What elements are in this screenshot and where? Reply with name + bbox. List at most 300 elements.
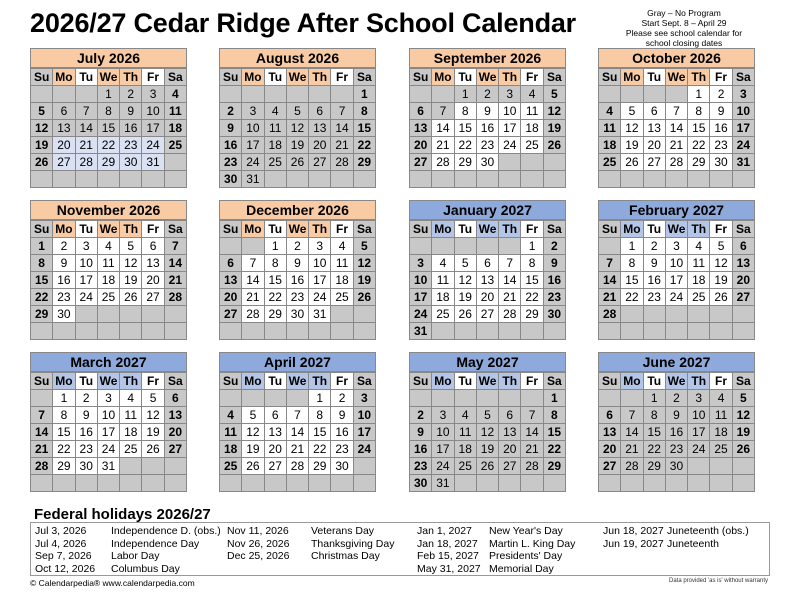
day-cell: 30 xyxy=(120,154,142,171)
empty-cell xyxy=(164,306,186,323)
day-cell: 23 xyxy=(643,289,665,306)
holiday-row xyxy=(417,563,575,576)
day-cell: 29 xyxy=(643,458,665,475)
day-cell: 13 xyxy=(53,120,75,137)
day-cell: 13 xyxy=(220,272,242,289)
day-cell: 24 xyxy=(688,441,710,458)
day-cell: 10 xyxy=(97,407,119,424)
day-cell: 27 xyxy=(643,154,665,171)
empty-cell xyxy=(599,171,621,188)
empty-cell xyxy=(710,171,732,188)
empty-cell xyxy=(53,171,75,188)
month-title: January 2027 xyxy=(409,200,566,220)
empty-cell xyxy=(331,306,353,323)
empty-cell xyxy=(521,323,543,340)
empty-cell xyxy=(732,323,754,340)
day-cell: 17 xyxy=(142,120,164,137)
empty-cell xyxy=(120,323,142,340)
empty-cell xyxy=(120,306,142,323)
day-cell: 5 xyxy=(31,103,53,120)
day-cell: 2 xyxy=(120,86,142,103)
day-cell: 18 xyxy=(710,424,732,441)
day-cell: 26 xyxy=(621,154,643,171)
empty-cell xyxy=(120,458,142,475)
empty-cell xyxy=(643,171,665,188)
day-cell: 3 xyxy=(432,407,454,424)
empty-cell xyxy=(521,154,543,171)
day-cell: 6 xyxy=(410,103,432,120)
empty-cell xyxy=(97,306,119,323)
day-cell: 5 xyxy=(142,390,164,407)
day-cell: 22 xyxy=(264,289,286,306)
day-cell: 19 xyxy=(120,272,142,289)
day-cell: 12 xyxy=(120,255,142,272)
weekday-header: Fr xyxy=(142,221,164,238)
day-cell: 2 xyxy=(331,390,353,407)
weekday-header: We xyxy=(97,69,119,86)
empty-cell xyxy=(732,458,754,475)
day-cell: 21 xyxy=(31,441,53,458)
weekday-header: Mo xyxy=(621,69,643,86)
day-cell: 26 xyxy=(476,458,498,475)
empty-cell xyxy=(599,323,621,340)
day-cell: 14 xyxy=(164,255,186,272)
month-title: February 2027 xyxy=(598,200,755,220)
empty-cell xyxy=(688,323,710,340)
day-cell: 18 xyxy=(432,289,454,306)
day-cell: 18 xyxy=(120,424,142,441)
month-calendar xyxy=(219,352,376,492)
day-cell: 11 xyxy=(164,103,186,120)
weekday-header: Sa xyxy=(732,373,754,390)
footer-credit: © Calendarpedia® www.calendarpedia.com xyxy=(30,578,195,588)
holiday-row xyxy=(417,525,575,538)
day-cell: 23 xyxy=(410,458,432,475)
weekday-header: We xyxy=(286,373,308,390)
day-cell: 9 xyxy=(476,103,498,120)
weekday-header: Fr xyxy=(521,69,543,86)
day-cell: 15 xyxy=(53,424,75,441)
empty-cell xyxy=(264,171,286,188)
weekday-header: Mo xyxy=(242,69,264,86)
day-cell: 14 xyxy=(242,272,264,289)
empty-cell xyxy=(499,171,521,188)
empty-cell xyxy=(643,475,665,492)
day-cell: 18 xyxy=(599,137,621,154)
weekday-header: We xyxy=(476,373,498,390)
day-cell: 10 xyxy=(432,424,454,441)
holiday-name: Thanksgiving Day xyxy=(311,537,395,550)
empty-cell xyxy=(621,306,643,323)
empty-cell xyxy=(665,323,687,340)
day-cell: 3 xyxy=(353,390,375,407)
day-cell: 22 xyxy=(309,441,331,458)
empty-cell xyxy=(75,86,97,103)
day-cell: 1 xyxy=(454,86,476,103)
month-calendar xyxy=(598,352,755,492)
weekday-header: Tu xyxy=(75,221,97,238)
day-cell: 28 xyxy=(331,154,353,171)
day-cell: 20 xyxy=(142,272,164,289)
day-cell: 30 xyxy=(53,306,75,323)
empty-cell xyxy=(31,323,53,340)
day-cell: 21 xyxy=(75,137,97,154)
day-cell: 31 xyxy=(142,154,164,171)
day-cell: 31 xyxy=(97,458,119,475)
day-cell: 18 xyxy=(331,272,353,289)
weekday-header: Su xyxy=(599,69,621,86)
day-cell: 9 xyxy=(120,103,142,120)
day-cell: 1 xyxy=(353,86,375,103)
weekday-header: Mo xyxy=(432,221,454,238)
month-title: December 2026 xyxy=(219,200,376,220)
empty-cell xyxy=(164,171,186,188)
day-cell: 2 xyxy=(410,407,432,424)
day-cell: 11 xyxy=(97,255,119,272)
day-cell: 6 xyxy=(732,238,754,255)
empty-cell xyxy=(142,458,164,475)
day-cell: 24 xyxy=(732,137,754,154)
weekday-header: Th xyxy=(499,221,521,238)
day-cell: 29 xyxy=(264,306,286,323)
day-cell: 20 xyxy=(220,289,242,306)
day-cell: 24 xyxy=(309,289,331,306)
day-cell: 12 xyxy=(621,120,643,137)
day-cell: 26 xyxy=(286,154,308,171)
month-title: October 2026 xyxy=(598,48,755,68)
empty-cell xyxy=(599,238,621,255)
day-cell: 16 xyxy=(286,272,308,289)
day-cell: 20 xyxy=(643,137,665,154)
legend-line: Start Sept. 8 – April 29 xyxy=(641,18,727,28)
holiday-row xyxy=(417,538,575,551)
weekday-header: We xyxy=(97,221,119,238)
day-cell: 13 xyxy=(643,120,665,137)
empty-cell xyxy=(543,323,565,340)
empty-cell xyxy=(142,306,164,323)
day-cell: 19 xyxy=(710,272,732,289)
day-cell: 27 xyxy=(410,154,432,171)
day-cell: 21 xyxy=(331,137,353,154)
holiday-date: Jan 18, 2027 xyxy=(417,537,478,550)
day-cell: 28 xyxy=(31,458,53,475)
weekday-header: Su xyxy=(410,373,432,390)
month-calendar xyxy=(219,48,376,188)
day-cell: 19 xyxy=(242,441,264,458)
month-calendar xyxy=(409,48,566,188)
day-cell: 26 xyxy=(353,289,375,306)
weekday-header: Mo xyxy=(242,221,264,238)
empty-cell xyxy=(120,475,142,492)
weekday-header: Mo xyxy=(621,221,643,238)
day-cell: 7 xyxy=(432,103,454,120)
day-cell: 18 xyxy=(164,120,186,137)
day-cell: 19 xyxy=(142,424,164,441)
day-cell: 26 xyxy=(732,441,754,458)
empty-cell xyxy=(410,238,432,255)
day-cell: 7 xyxy=(242,255,264,272)
empty-cell xyxy=(410,86,432,103)
day-cell: 10 xyxy=(242,120,264,137)
month-title: September 2026 xyxy=(409,48,566,68)
holiday-date: Jun 18, 2027 xyxy=(603,525,664,537)
weekday-header: Mo xyxy=(242,373,264,390)
day-cell: 21 xyxy=(164,272,186,289)
day-cell: 8 xyxy=(643,407,665,424)
day-cell: 17 xyxy=(75,272,97,289)
day-cell: 15 xyxy=(353,120,375,137)
month-title: April 2027 xyxy=(219,352,376,372)
day-cell: 8 xyxy=(621,255,643,272)
day-cell: 4 xyxy=(220,407,242,424)
empty-cell xyxy=(53,475,75,492)
day-cell: 19 xyxy=(732,424,754,441)
day-cell: 20 xyxy=(164,424,186,441)
day-cell: 27 xyxy=(220,306,242,323)
empty-cell xyxy=(432,86,454,103)
weekday-header: Sa xyxy=(732,221,754,238)
day-cell: 28 xyxy=(242,306,264,323)
day-cell: 18 xyxy=(454,441,476,458)
day-cell: 7 xyxy=(521,407,543,424)
day-cell: 10 xyxy=(142,103,164,120)
day-cell: 28 xyxy=(286,458,308,475)
day-cell: 15 xyxy=(264,272,286,289)
weekday-header: Sa xyxy=(732,69,754,86)
empty-cell xyxy=(331,475,353,492)
empty-cell xyxy=(599,475,621,492)
day-cell: 22 xyxy=(31,289,53,306)
holiday-name: New Year's Day xyxy=(489,525,563,537)
empty-cell xyxy=(75,171,97,188)
holiday-date: Jan 1, 2027 xyxy=(417,525,472,537)
day-cell: 14 xyxy=(599,272,621,289)
holiday-name: Veterans Day xyxy=(311,525,375,537)
day-cell: 19 xyxy=(454,289,476,306)
empty-cell xyxy=(264,86,286,103)
weekday-header: Sa xyxy=(543,373,565,390)
empty-cell xyxy=(164,154,186,171)
day-cell: 5 xyxy=(732,390,754,407)
day-cell: 16 xyxy=(331,424,353,441)
weekday-header: Sa xyxy=(164,69,186,86)
day-cell: 12 xyxy=(286,120,308,137)
holiday-row xyxy=(35,563,221,576)
day-cell: 10 xyxy=(75,255,97,272)
legend-line: school closing dates xyxy=(645,38,723,48)
day-cell: 4 xyxy=(120,390,142,407)
day-cell: 6 xyxy=(220,255,242,272)
empty-cell xyxy=(454,171,476,188)
day-cell: 13 xyxy=(264,424,286,441)
empty-cell xyxy=(476,171,498,188)
holiday-name: Juneteenth (obs.) xyxy=(667,525,749,537)
empty-cell xyxy=(710,458,732,475)
weekday-header: Th xyxy=(688,221,710,238)
day-cell: 11 xyxy=(220,424,242,441)
day-cell: 25 xyxy=(599,154,621,171)
day-cell: 20 xyxy=(410,137,432,154)
empty-cell xyxy=(521,390,543,407)
day-cell: 3 xyxy=(732,86,754,103)
day-cell: 12 xyxy=(476,424,498,441)
day-cell: 16 xyxy=(120,120,142,137)
holiday-name: Memorial Day xyxy=(489,562,554,575)
day-cell: 11 xyxy=(710,407,732,424)
month-calendar xyxy=(598,48,755,188)
empty-cell xyxy=(688,306,710,323)
weekday-header: Mo xyxy=(53,221,75,238)
day-cell: 29 xyxy=(53,458,75,475)
day-cell: 3 xyxy=(688,390,710,407)
weekday-header: Su xyxy=(410,221,432,238)
day-cell: 2 xyxy=(53,238,75,255)
day-cell: 29 xyxy=(353,154,375,171)
day-cell: 17 xyxy=(97,424,119,441)
day-cell: 6 xyxy=(599,407,621,424)
day-cell: 17 xyxy=(309,272,331,289)
empty-cell xyxy=(75,306,97,323)
weekday-header: Fr xyxy=(710,69,732,86)
day-cell: 29 xyxy=(31,306,53,323)
weekday-header: Fr xyxy=(521,221,543,238)
holiday-name: Columbus Day xyxy=(111,562,180,575)
day-cell: 15 xyxy=(97,120,119,137)
day-cell: 1 xyxy=(688,86,710,103)
day-cell: 30 xyxy=(543,306,565,323)
day-cell: 19 xyxy=(476,441,498,458)
day-cell: 22 xyxy=(53,441,75,458)
empty-cell xyxy=(688,458,710,475)
empty-cell xyxy=(665,475,687,492)
weekday-header: Th xyxy=(309,69,331,86)
empty-cell xyxy=(432,390,454,407)
weekday-header: We xyxy=(286,221,308,238)
day-cell: 2 xyxy=(75,390,97,407)
empty-cell xyxy=(710,306,732,323)
day-cell: 7 xyxy=(75,103,97,120)
day-cell: 20 xyxy=(53,137,75,154)
day-cell: 4 xyxy=(264,103,286,120)
footer-disclaimer: Data provided 'as is' without warranty xyxy=(668,578,768,584)
day-cell: 17 xyxy=(242,137,264,154)
day-cell: 31 xyxy=(309,306,331,323)
empty-cell xyxy=(476,475,498,492)
empty-cell xyxy=(353,475,375,492)
day-cell: 6 xyxy=(643,103,665,120)
day-cell: 16 xyxy=(75,424,97,441)
day-cell: 12 xyxy=(31,120,53,137)
empty-cell xyxy=(599,390,621,407)
holiday-date: May 31, 2027 xyxy=(417,562,481,575)
empty-cell xyxy=(621,390,643,407)
day-cell: 4 xyxy=(331,238,353,255)
day-cell: 2 xyxy=(665,390,687,407)
weekday-header: Fr xyxy=(331,69,353,86)
holiday-row xyxy=(417,550,575,563)
empty-cell xyxy=(53,323,75,340)
day-cell: 2 xyxy=(220,103,242,120)
day-cell: 15 xyxy=(521,272,543,289)
day-cell: 18 xyxy=(521,120,543,137)
day-cell: 18 xyxy=(220,441,242,458)
day-cell: 25 xyxy=(521,137,543,154)
day-cell: 5 xyxy=(476,407,498,424)
day-cell: 29 xyxy=(543,458,565,475)
day-cell: 21 xyxy=(521,441,543,458)
empty-cell xyxy=(220,238,242,255)
empty-cell xyxy=(264,390,286,407)
day-cell: 9 xyxy=(543,255,565,272)
weekday-header: Su xyxy=(599,373,621,390)
day-cell: 30 xyxy=(665,458,687,475)
empty-cell xyxy=(688,171,710,188)
weekday-header: Fr xyxy=(710,221,732,238)
holiday-name: Labor Day xyxy=(111,550,160,563)
day-cell: 28 xyxy=(164,289,186,306)
legend-line: Please see school calendar for xyxy=(625,28,743,38)
day-cell: 27 xyxy=(499,458,521,475)
day-cell: 15 xyxy=(688,120,710,137)
day-cell: 8 xyxy=(353,103,375,120)
day-cell: 16 xyxy=(476,120,498,137)
day-cell: 10 xyxy=(309,255,331,272)
empty-cell xyxy=(353,306,375,323)
day-cell: 14 xyxy=(665,120,687,137)
empty-cell xyxy=(120,171,142,188)
day-cell: 24 xyxy=(97,441,119,458)
day-cell: 23 xyxy=(476,137,498,154)
empty-cell xyxy=(264,323,286,340)
day-cell: 9 xyxy=(410,424,432,441)
day-cell: 17 xyxy=(499,120,521,137)
empty-cell xyxy=(688,475,710,492)
empty-cell xyxy=(621,475,643,492)
day-cell: 16 xyxy=(643,272,665,289)
day-cell: 3 xyxy=(75,238,97,255)
day-cell: 11 xyxy=(454,424,476,441)
empty-cell xyxy=(454,390,476,407)
month-calendar xyxy=(30,200,187,340)
day-cell: 25 xyxy=(454,458,476,475)
day-cell: 22 xyxy=(454,137,476,154)
day-cell: 23 xyxy=(543,289,565,306)
empty-cell xyxy=(665,86,687,103)
day-cell: 19 xyxy=(621,137,643,154)
holiday-row xyxy=(227,525,394,538)
day-cell: 28 xyxy=(599,306,621,323)
holiday-date: Jul 4, 2026 xyxy=(35,537,87,550)
day-cell: 21 xyxy=(599,289,621,306)
empty-cell xyxy=(476,323,498,340)
day-cell: 13 xyxy=(410,120,432,137)
day-cell: 2 xyxy=(286,238,308,255)
day-cell: 23 xyxy=(710,137,732,154)
empty-cell xyxy=(142,323,164,340)
day-cell: 17 xyxy=(353,424,375,441)
day-cell: 20 xyxy=(732,272,754,289)
day-cell: 10 xyxy=(732,103,754,120)
day-cell: 14 xyxy=(75,120,97,137)
weekday-header: Tu xyxy=(454,221,476,238)
day-cell: 8 xyxy=(31,255,53,272)
weekday-header: Sa xyxy=(353,221,375,238)
empty-cell xyxy=(309,171,331,188)
month-title: July 2026 xyxy=(30,48,187,68)
day-cell: 24 xyxy=(353,441,375,458)
month-title: May 2027 xyxy=(409,352,566,372)
weekday-header: We xyxy=(286,69,308,86)
